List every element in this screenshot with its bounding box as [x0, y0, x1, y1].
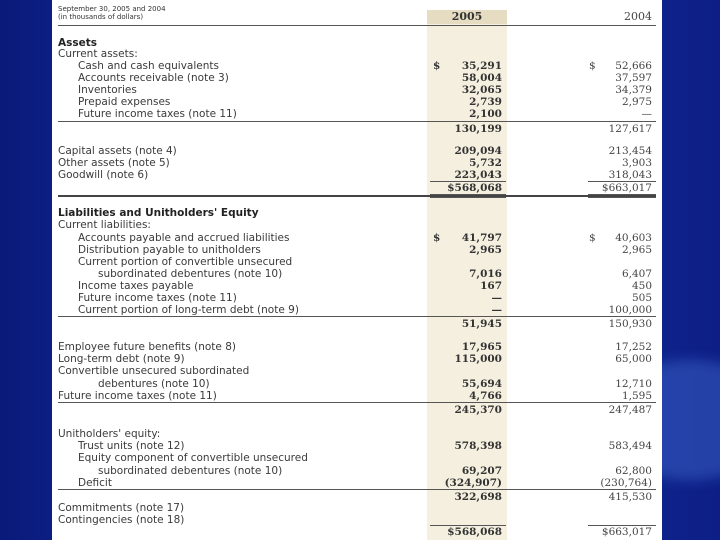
- column-header-2004: 2004: [624, 10, 652, 23]
- value-2004: 213,454: [608, 145, 652, 157]
- column-header-2005: 2005: [427, 10, 507, 24]
- table-row-subtotal: [52, 123, 662, 135]
- value-2005: (324,907): [444, 477, 502, 489]
- table-row: [52, 353, 662, 365]
- table-row: [52, 390, 662, 402]
- statement-date: September 30, 2005 and 2004: [58, 5, 166, 13]
- row-label: Deficit: [78, 477, 112, 489]
- table-row: [52, 157, 662, 169]
- table-row: [52, 280, 662, 292]
- row-label: Future income taxes (note 11): [58, 390, 217, 402]
- total-assets-2004: $663,017: [601, 182, 652, 194]
- value-2004: 40,603: [615, 232, 652, 244]
- row-label: subordinated debentures (note 10): [98, 268, 283, 280]
- value-2005: 2,100: [469, 108, 502, 120]
- value-2004: 12,710: [615, 378, 652, 390]
- value-2005: 7,016: [469, 268, 502, 280]
- subtotal-divider: [58, 121, 656, 122]
- row-label: Current assets:: [58, 48, 138, 60]
- value-2004: 3,903: [621, 157, 652, 169]
- table-row-total: [52, 182, 662, 194]
- value-2005: 2,965: [469, 244, 502, 256]
- balance-sheet: [52, 0, 662, 540]
- table-row: [52, 219, 662, 231]
- table-row: [52, 341, 662, 353]
- value-2005: 578,398: [454, 440, 502, 452]
- table-row-subtotal: [52, 404, 662, 416]
- currency-symbol: $: [589, 60, 596, 72]
- value-2005: —: [491, 304, 502, 316]
- value-2004: (230,764): [600, 477, 652, 489]
- value-2004: 318,043: [608, 169, 652, 181]
- row-label: Prepaid expenses: [78, 96, 171, 108]
- row-label: Accounts receivable (note 3): [78, 72, 229, 84]
- table-row: [52, 428, 662, 440]
- row-label: Inventories: [78, 84, 137, 96]
- value-2005: 2,739: [469, 96, 502, 108]
- section-heading-assets: Assets: [58, 37, 98, 49]
- row-label: Employee future benefits (note 8): [58, 341, 236, 353]
- value-2004: 1,595: [621, 390, 652, 402]
- value-2004: 34,379: [615, 84, 652, 96]
- value-2005: 115,000: [454, 353, 502, 365]
- table-row: [52, 108, 662, 120]
- value-2005: —: [491, 292, 502, 304]
- row-label: Current portion of convertible unsecured: [78, 256, 293, 268]
- value-2004: —: [641, 108, 652, 120]
- row-label: Contingencies (note 18): [58, 514, 185, 526]
- row-label: Accounts payable and accrued liabilities: [78, 232, 290, 244]
- header-divider: [58, 25, 656, 26]
- row-label: Capital assets (note 4): [58, 145, 177, 157]
- section-divider: [58, 195, 656, 197]
- row-label: Goodwill (note 6): [58, 169, 149, 181]
- table-row: [52, 378, 662, 390]
- table-row: [52, 514, 662, 526]
- value-2005: 130,199: [454, 123, 502, 135]
- table-row-total: [52, 526, 662, 538]
- value-2005: 55,694: [461, 378, 502, 390]
- table-row: [52, 268, 662, 280]
- value-2004: 247,487: [608, 404, 652, 416]
- value-2005: 223,043: [454, 169, 502, 181]
- row-label: Equity component of convertible unsecured: [78, 452, 308, 464]
- table-row: [52, 232, 662, 244]
- value-2004: 65,000: [615, 353, 652, 365]
- currency-symbol: $: [433, 60, 441, 72]
- row-label: Future income taxes (note 11): [78, 292, 237, 304]
- table-row: [52, 60, 662, 72]
- currency-symbol: $: [589, 232, 596, 244]
- table-row: [52, 72, 662, 84]
- row-label: Income taxes payable: [78, 280, 194, 292]
- row-label: Long-term debt (note 9): [58, 353, 185, 365]
- currency-symbol: $: [433, 232, 441, 244]
- table-row: [52, 96, 662, 108]
- value-2004: 37,597: [615, 72, 652, 84]
- table-row: [52, 169, 662, 181]
- value-2005: 35,291: [461, 60, 502, 72]
- total-liabilities-equity-2005: $568,068: [447, 526, 502, 538]
- value-2004: 17,252: [615, 341, 652, 353]
- value-2004: 505: [631, 292, 652, 304]
- statement-date-note: [58, 5, 166, 21]
- value-2005: 17,965: [461, 341, 502, 353]
- value-2004: 150,930: [608, 318, 652, 330]
- row-label: Future income taxes (note 11): [78, 108, 237, 120]
- table-row: [52, 48, 662, 60]
- value-2005: 245,370: [454, 404, 502, 416]
- table-row: [52, 304, 662, 316]
- value-2004: 583,494: [608, 440, 652, 452]
- row-label: Cash and cash equivalents: [78, 60, 219, 72]
- row-label: subordinated debentures (note 10): [98, 465, 283, 477]
- table-row: [52, 452, 662, 464]
- table-row: [52, 440, 662, 452]
- table-row: [52, 84, 662, 96]
- row-label: Convertible unsecured subordinated: [58, 365, 250, 377]
- table-row: [52, 207, 662, 219]
- row-label: Current portion of long-term debt (note 9): [78, 304, 299, 316]
- value-2004: 2,975: [621, 96, 652, 108]
- value-2005: 209,094: [454, 145, 502, 157]
- row-label: debentures (note 10): [98, 378, 210, 390]
- total-assets-2005: $568,068: [447, 182, 502, 194]
- row-label: Distribution payable to unitholders: [78, 244, 261, 256]
- table-row: [52, 502, 662, 514]
- value-2004: 450: [631, 280, 652, 292]
- value-2004: 127,617: [608, 123, 652, 135]
- value-2004: 6,407: [621, 268, 652, 280]
- row-label: Trust units (note 12): [78, 440, 185, 452]
- value-2005: 51,945: [461, 318, 502, 330]
- section-heading-liabilities: Liabilities and Unitholders' Equity: [58, 207, 259, 219]
- row-label: Commitments (note 17): [58, 502, 185, 514]
- value-2004: 2,965: [621, 244, 652, 256]
- table-row: [52, 477, 662, 489]
- subtotal-divider: [58, 402, 656, 403]
- table-row: [52, 292, 662, 304]
- value-2005: 41,797: [461, 232, 502, 244]
- row-label: Other assets (note 5): [58, 157, 170, 169]
- value-2005: 5,732: [469, 157, 502, 169]
- subtotal-divider: [58, 316, 656, 317]
- value-2004: 415,530: [608, 491, 652, 503]
- table-row: [52, 365, 662, 377]
- value-2004: 100,000: [608, 304, 652, 316]
- value-2005: 32,065: [461, 84, 502, 96]
- value-2005: 69,207: [461, 465, 502, 477]
- value-2004: 62,800: [615, 465, 652, 477]
- table-row: [52, 256, 662, 268]
- row-label: Current liabilities:: [58, 219, 151, 231]
- value-2004: 52,666: [615, 60, 652, 72]
- statement-units: (in thousands of dollars): [58, 13, 144, 21]
- table-row: [52, 244, 662, 256]
- subtotal-divider: [58, 489, 656, 490]
- table-row-subtotal: [52, 318, 662, 330]
- table-row: [52, 145, 662, 157]
- row-label: Unitholders' equity:: [58, 428, 161, 440]
- value-2005: 167: [480, 280, 502, 292]
- table-row: [52, 465, 662, 477]
- value-2005: 4,766: [469, 390, 502, 402]
- total-liabilities-equity-2004: $663,017: [601, 526, 652, 538]
- value-2005: 58,004: [461, 72, 502, 84]
- value-2005: 322,698: [454, 491, 502, 503]
